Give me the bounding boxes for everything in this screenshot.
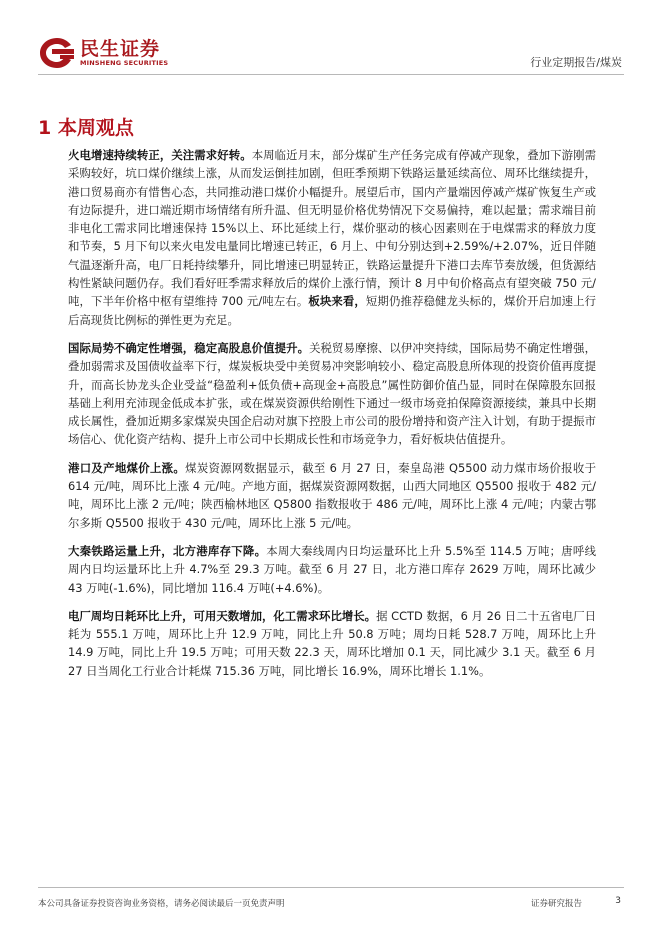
footer-disclaimer: 本公司具备证券投资咨询业务资格，请务必阅读最后一页免责声明 bbox=[38, 899, 285, 909]
paragraph-body: 本周临近月末，部分煤矿生产任务完成有停减产现象，叠加下游刚需采购较好，坑口煤价继续上涨，从而发运倒挂加剧，但旺季预期下铁路运量延续高位、周环比继续提升，港口贸易商亦有惜售心态，共同推动港口煤价小幅提升。展望后市，国内产量端因停减产煤矿恢复生产或有边际提升，进口端近期市场情绪有所升温、但无明显价格优势情况下交易偏持，难以起量；需求端目前非电化工需求同比增速保持 15%以上、环比延续上行，煤价驱动的核心因素则在于电煤需求的释放力度和节奏，5 月下旬以来火电发电量同比增速已转正，6 月上、中旬分别达到+2.59%/+2.07%，近日伴随气温逐渐升高，电厂日耗持续攀升，同比增速已明显转正，铁路运量提升下港口去库节奏放缓，但货源结构性紧缺问题仍存。我们看好旺季需求释放后的煤价上涨行情，预计 8 月中旬价格高点有望突破 750 元/吨，下半年价格中枢有望维持 700 元/吨左右。 bbox=[68, 148, 596, 309]
paragraph-lead: 火电增速持续转正，关注需求好转。 bbox=[68, 148, 252, 162]
brand-name-cn: 民生证券 bbox=[80, 38, 161, 60]
paragraph-tail: 短期仍推荐稳健龙头标的，煤价开启加速上行后高现货比例标的弹性更为充足。 bbox=[68, 294, 596, 327]
paragraph-thermal-power bbox=[68, 146, 596, 329]
paragraph-railway-inventory bbox=[68, 542, 596, 597]
section-title: 1 本周观点 bbox=[38, 117, 134, 139]
paragraph-tail-bold: 板块来看， bbox=[308, 294, 366, 309]
brand-name-en: MINSHENG SECURITIES bbox=[80, 59, 169, 67]
page-header bbox=[38, 30, 624, 74]
footer-label: 证券研究报告 bbox=[530, 899, 582, 909]
paragraph-power-plant-consumption bbox=[68, 607, 596, 680]
paragraph-body: 煤炭资源网数据显示，截至 6 月 27 日，秦皇岛港 Q5500 动力煤市场价报收于 614 元/吨，周环比上涨 4 元/吨。产地方面，据煤炭资源网数据，山西大同地区 Q5500 报收于 482 元/吨，周环比上涨 2 元/吨；陕西榆林地区 Q5800 指数报收于 486 元/吨，周环比上涨 4 元/吨；内蒙古鄂尔多斯 Q5500 报收于 430 元/吨，周环比上涨 5 元/吨。 bbox=[68, 460, 596, 530]
paragraph-lead: 国际局势不确定性增强，稳定高股息价值提升。 bbox=[68, 340, 310, 355]
paragraph-lead: 大秦铁路运量上升，北方港库存下降。 bbox=[68, 543, 267, 558]
footer-divider bbox=[38, 887, 624, 888]
paragraph-coal-prices bbox=[68, 459, 596, 532]
paragraph-body: 本周大秦线周内日均运量环比上升 5.5%至 114.5 万吨；唐呼线周内日均运量环比上升 4.7%至 29.3 万吨。截至 6 月 27 日，北方港口库存 2629 万吨，周环比减少 43 万吨(-1.6%)，同比增加 116.4 万吨(+4.6%)。 bbox=[68, 543, 596, 595]
paragraph-body: 关税贸易摩擦、以伊冲突持续，国际局势不确定性增强，叠加弱需求及国债收益率下行，煤炭板块受中美贸易冲突影响较小、稳定高股息所体现的投资价值再度提升，而高长协龙头企业受益“稳盈利+低负债+高现金+高股息”属性防御价值凸显，同时在保障股东回报基础上利用充沛现金低成本扩张，或在煤炭资源供给刚性下通过一级市场竞拍保障资源接续，兼具中长期成长属性，叠加近期多家煤炭央国企启动对旗下控股上市公司的股份增持和资产注入计划，有助于提振市场信心、优化资产结构、提升上市公司中长期成长性和市场竞争力，看好板块估值提升。 bbox=[68, 340, 596, 447]
body-text bbox=[68, 146, 596, 690]
header-divider bbox=[38, 74, 624, 75]
paragraph-dividend-value bbox=[68, 339, 596, 449]
page-number: 3 bbox=[615, 896, 621, 906]
brand-logo bbox=[38, 34, 198, 74]
minsheng-logo-icon bbox=[38, 36, 76, 70]
paragraph-lead: 电厂周均日耗环比上升，可用天数增加，化工需求环比增长。 bbox=[68, 608, 377, 623]
paragraph-lead: 港口及产地煤价上涨。 bbox=[68, 460, 186, 475]
paragraph-body: 据 CCTD 数据，6 月 26 日二十五省电厂日耗为 555.1 万吨，周环比上升 12.9 万吨，同比上升 50.8 万吨；周均日耗 528.7 万吨，周环比上升 14.9 万吨，同比上升 19.5 万吨；可用天数 22.3 天，周环比增加 0.1 天，同比减少 3.1 天。截至 6 月 27 日当周化工行业合计耗煤 715.36 万吨，同比增长 16.9%，周环比增长 1.1%。 bbox=[68, 608, 596, 678]
report-type: 行业定期报告/煤炭 bbox=[530, 56, 622, 69]
